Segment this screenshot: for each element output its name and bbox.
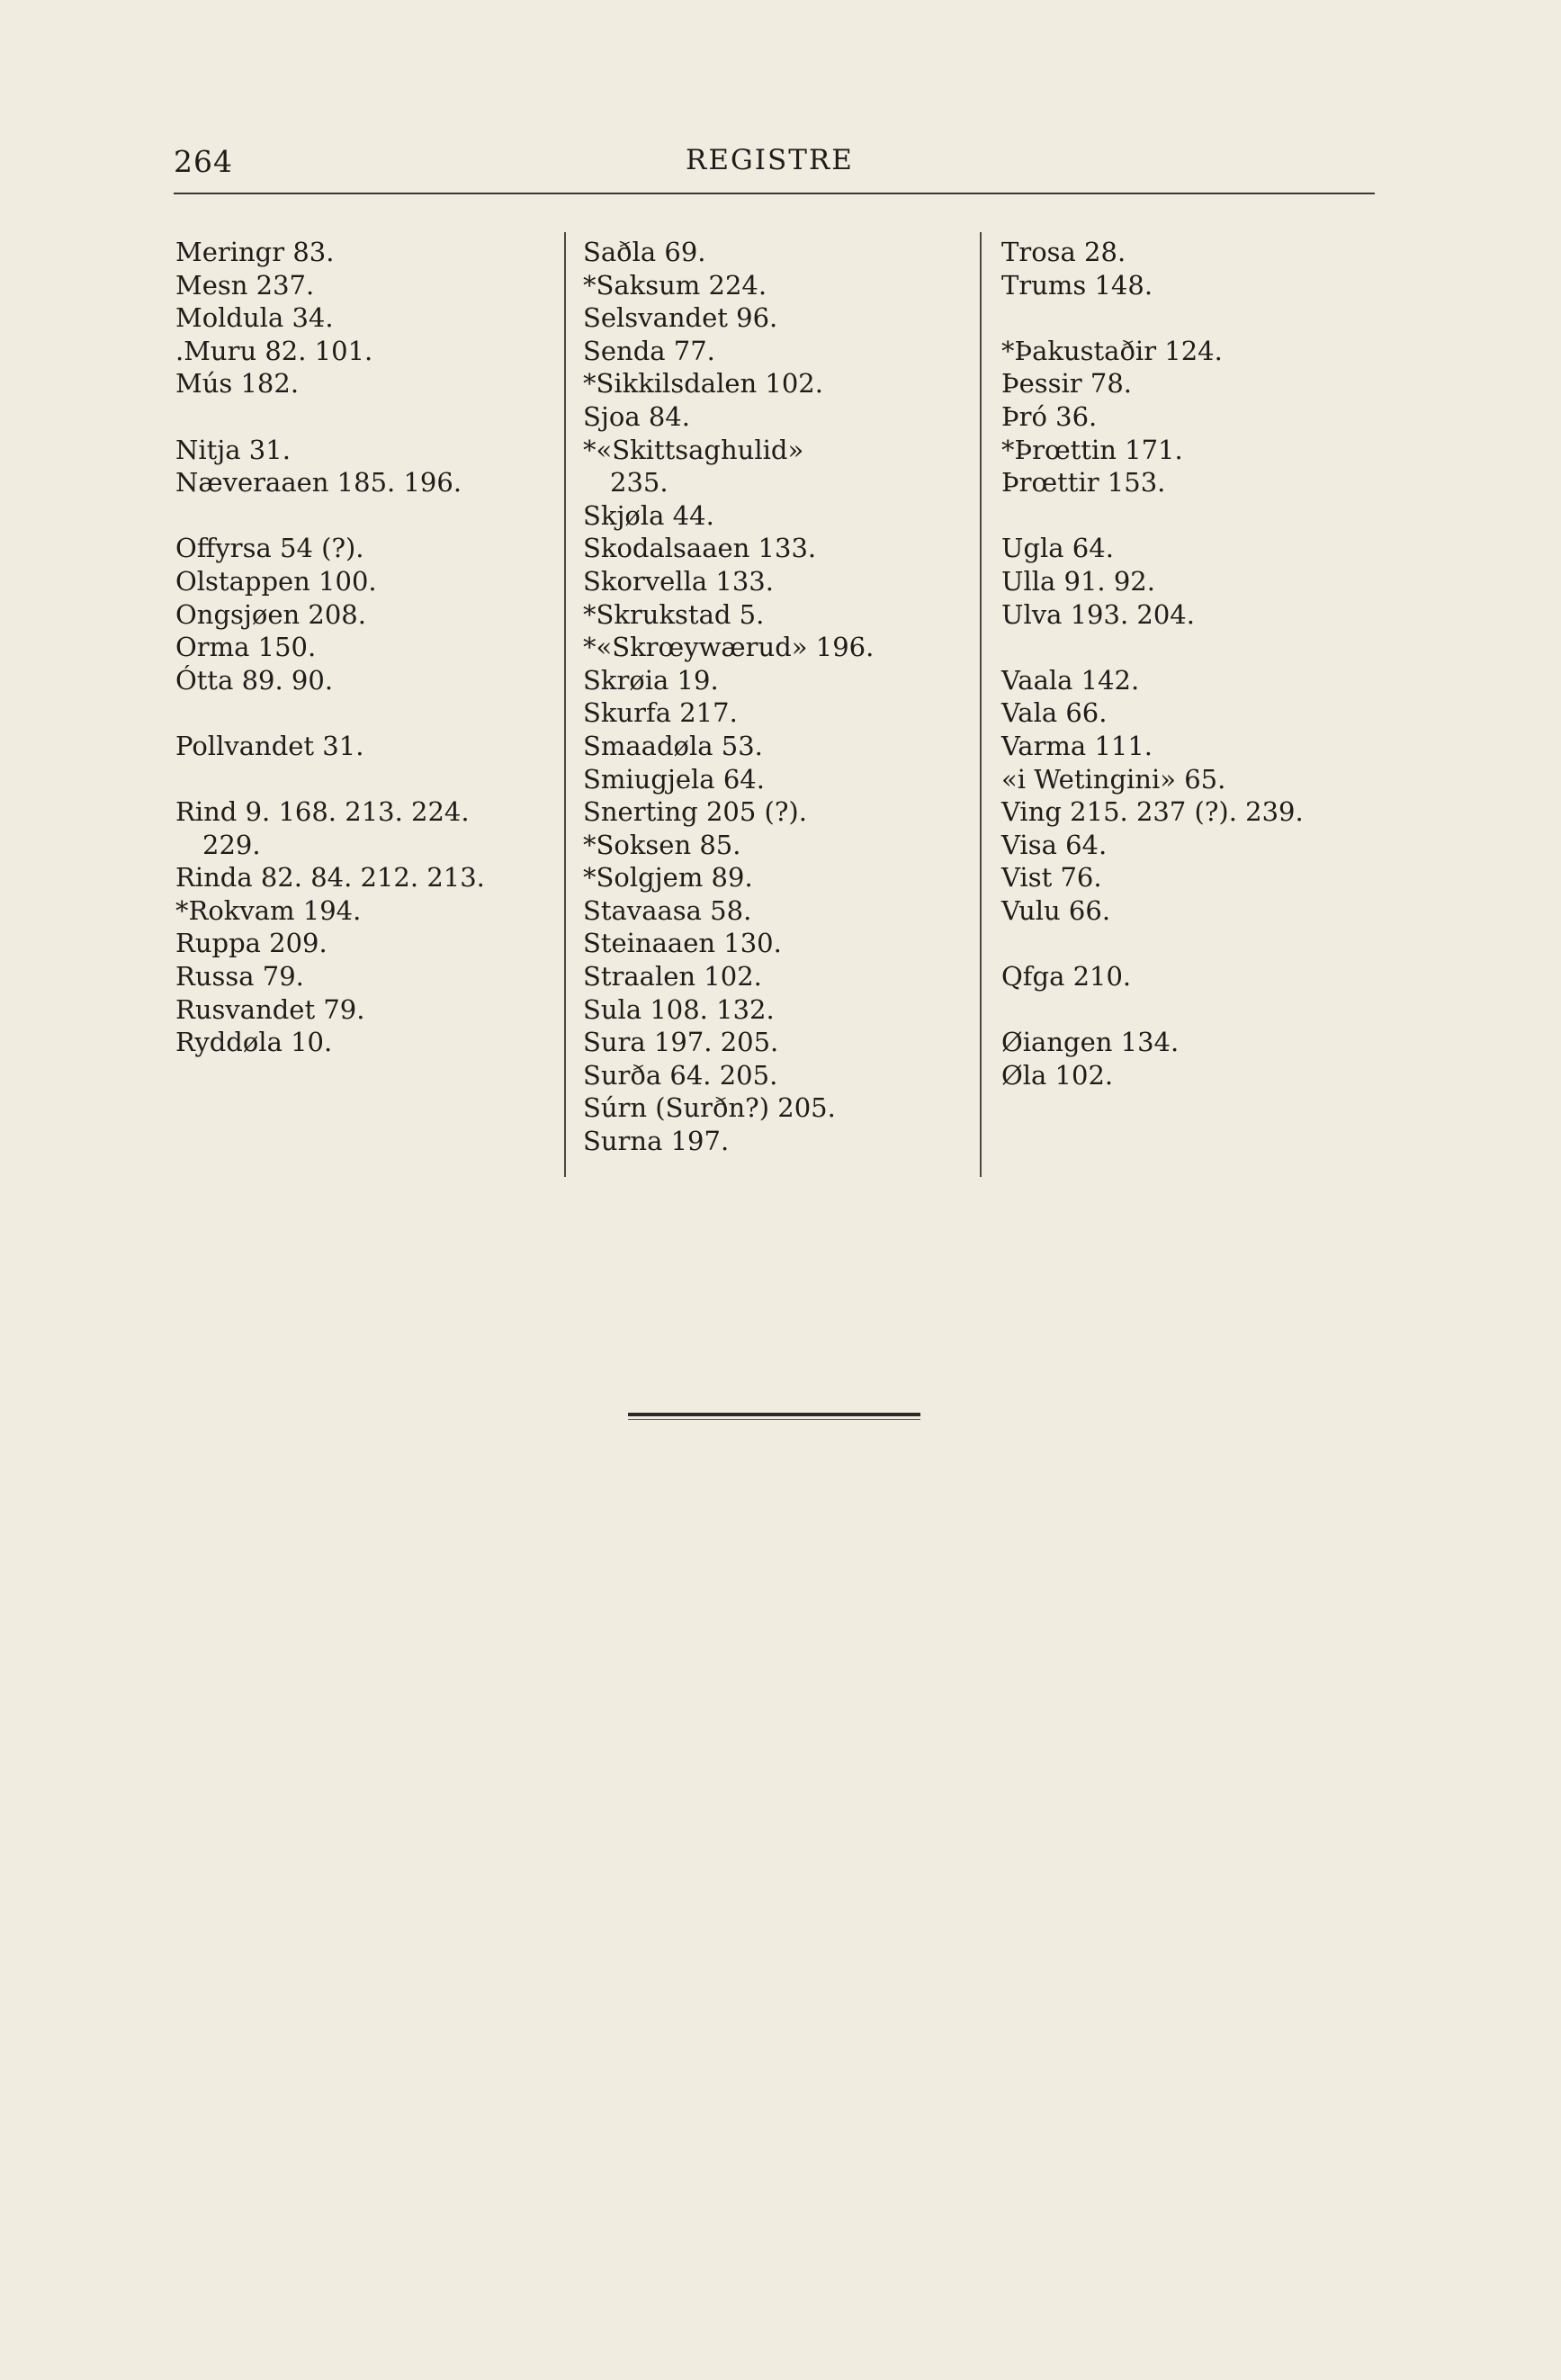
index-entry: Orma 150. <box>175 632 317 663</box>
index-entry: Ótta 89. 90. <box>175 664 334 696</box>
index-entry: Trums 148. <box>1001 269 1153 301</box>
index-entry: Þessir 78. <box>1001 368 1132 400</box>
index-entry: *Þakustaðir 124. <box>1001 335 1223 366</box>
index-entry: Skodalsaaen 133. <box>583 533 817 564</box>
index-entry: Vala 66. <box>1001 697 1108 729</box>
index-entry: Qfga 210. <box>1001 961 1132 992</box>
index-entry: Sula 108. 132. <box>583 993 775 1025</box>
index-entry: Smaadøla 53. <box>583 730 763 761</box>
letter-group-gap <box>175 400 485 434</box>
index-entry: *Soksen 85. <box>583 829 741 860</box>
index-entry: Skurfa 217. <box>583 697 738 729</box>
index-entry: Surða 64. 205. <box>583 1059 778 1091</box>
index-entry: Sjoa 84. <box>583 400 690 432</box>
index-column-3 <box>1001 236 1304 1091</box>
index-entry: Vaala 142. <box>1001 664 1140 696</box>
index-entry: Sura 197. 205. <box>583 1027 779 1058</box>
index-entry: Varma 111. <box>1001 730 1153 761</box>
index-entry: Ulla 91. 92. <box>1001 565 1155 597</box>
index-entry: Meringr 83. <box>175 237 335 267</box>
index-entry: Skjøla 44. <box>583 499 714 531</box>
index-entry: Saðla 69. <box>583 237 706 267</box>
index-entry: Mesn 237. <box>175 269 315 301</box>
index-entry: Steinaaen 130. <box>583 928 782 959</box>
index-entry: Ongsjøen 208. <box>175 598 366 630</box>
index-entry: Stavaasa 58. <box>583 894 752 926</box>
letter-group-gap <box>175 763 485 796</box>
index-entry: *Solgjem 89. <box>583 862 753 894</box>
index-entry: Rind 9. 168. 213. 224. <box>175 796 470 828</box>
index-entry: Ugla 64. <box>1001 533 1114 564</box>
index-entry: Skorvella 133. <box>583 565 774 597</box>
index-entry: Trosa 28. <box>1001 237 1126 267</box>
column-divider <box>980 232 982 1177</box>
index-entry: Moldula 34. <box>175 302 334 334</box>
index-entry: Offyrsa 54 (?). <box>175 533 364 564</box>
index-entry: Selsvandet 96. <box>583 302 778 334</box>
letter-group-gap <box>175 696 485 730</box>
index-entry: Vulu 66. <box>1001 894 1111 926</box>
index-entry: Þró 36. <box>1001 400 1098 432</box>
index-entry: Snerting 205 (?). <box>583 796 807 828</box>
index-entry: *«Skittsaghulid» <box>583 434 804 465</box>
index-entry: Súrn (Surðn?) 205. <box>583 1092 836 1124</box>
letter-group-gap <box>175 499 485 533</box>
index-entry: Nitja 31. <box>175 434 291 465</box>
index-entry: 229. <box>202 829 261 860</box>
index-entry: Smiugjela 64. <box>583 763 765 795</box>
index-entry: Ulva 193. 204. <box>1001 598 1195 630</box>
index-entry: Øla 102. <box>1001 1059 1114 1091</box>
index-entry: Øiangen 134. <box>1001 1027 1180 1058</box>
index-entry: «i Wetingini» 65. <box>1001 763 1226 795</box>
index-entry: *Sikkilsdalen 102. <box>583 368 823 400</box>
index-column-1 <box>175 236 485 1059</box>
letter-group-gap <box>1001 927 1304 960</box>
index-entry: Pollvandet 31. <box>175 730 364 761</box>
index-entry: *Skrukstad 5. <box>583 598 765 630</box>
letter-group-gap <box>1001 499 1304 533</box>
index-entry: Skrøia 19. <box>583 664 719 696</box>
index-entry: *Saksum 224. <box>583 269 767 301</box>
index-entry: Olstappen 100. <box>175 565 377 597</box>
index-entry: Ryddøla 10. <box>175 1027 333 1058</box>
index-column-2 <box>583 236 874 1158</box>
index-entry: Senda 77. <box>583 335 715 366</box>
index-entry: Ruppa 209. <box>175 928 327 959</box>
index-entry: Ving 215. 237 (?). 239. <box>1001 796 1304 828</box>
index-entry: *Rokvam 194. <box>175 894 362 926</box>
index-entry: Þrœttir 153. <box>1001 467 1166 498</box>
letter-group-gap <box>1001 301 1304 335</box>
index-entry: *Þrœttin 171. <box>1001 434 1183 465</box>
index-entry: Mús 182. <box>175 368 300 400</box>
index-entry: Surna 197. <box>583 1126 730 1157</box>
running-head: REGISTRE <box>686 144 854 176</box>
index-entry: Rinda 82. 84. 212. 213. <box>175 862 485 894</box>
index-entry: Russa 79. <box>175 961 304 992</box>
index-entry: Vist 76. <box>1001 862 1102 894</box>
index-entry: .Muru 82. 101. <box>175 335 373 366</box>
column-divider <box>564 232 566 1177</box>
index-entry: *«Skrœywærud» 196. <box>583 632 875 663</box>
section-end-rule <box>628 1413 920 1416</box>
header-rule <box>174 193 1375 194</box>
index-entry: Visa 64. <box>1001 829 1108 860</box>
index-entry: Næveraaen 185. 196. <box>175 467 462 498</box>
index-entry: 235. <box>610 467 668 498</box>
letter-group-gap <box>1001 631 1304 664</box>
letter-group-gap <box>1001 993 1304 1027</box>
index-entry: Rusvandet 79. <box>175 993 365 1025</box>
index-entry: Straalen 102. <box>583 961 762 992</box>
page-number: 264 <box>174 144 233 179</box>
